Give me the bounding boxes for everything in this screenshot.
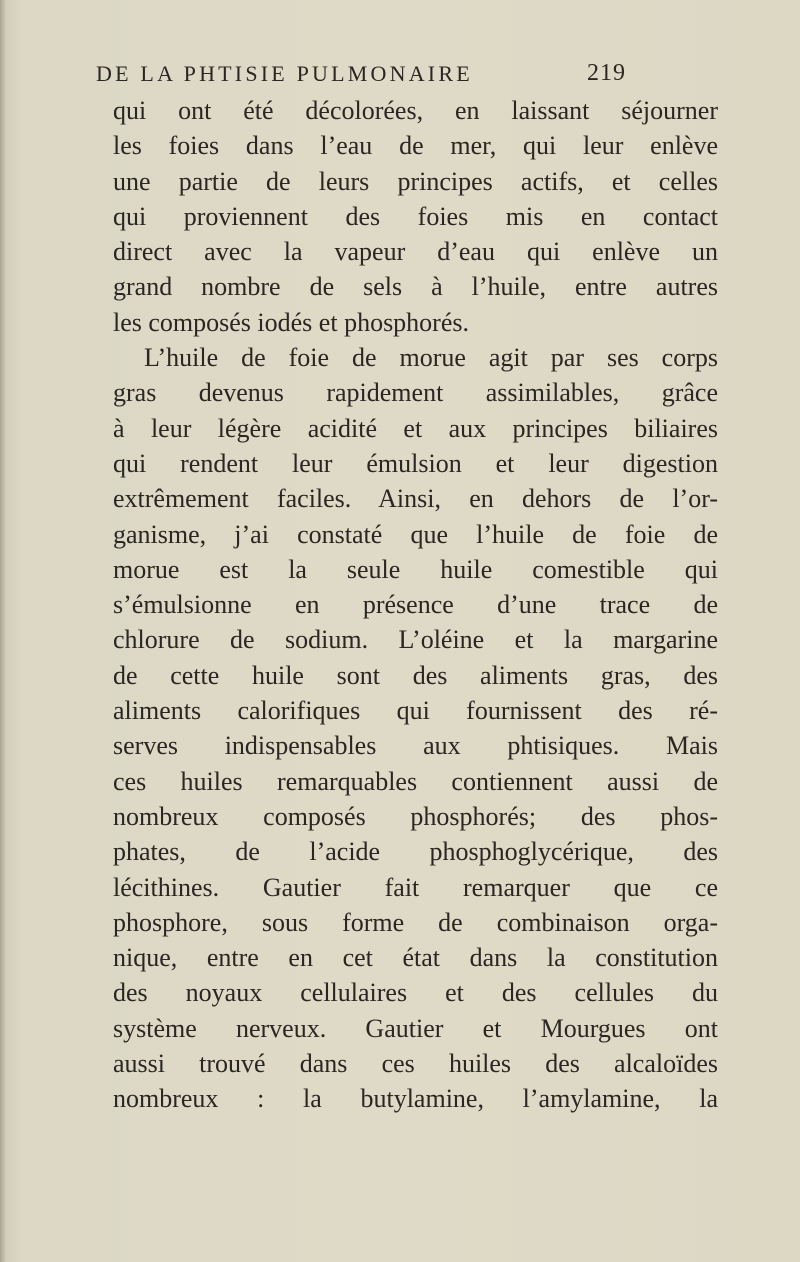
text-line: nombreux : la butylamine, l’amylamine, la [113, 1084, 718, 1114]
text-line: phosphore, sous forme de combinaison orga- [113, 907, 718, 937]
text-line: qui rendent leur émulsion et leur digestion [113, 448, 718, 478]
text-line: aussi trouvé dans ces huiles des alcaloïdes [113, 1049, 718, 1079]
text-line: L’huile de foie de morue agit par ses corps [144, 343, 718, 373]
running-head-title: DE LA PHTISIE PULMONAIRE [96, 61, 473, 86]
text-line: s’émulsionne en présence d’une trace de [113, 590, 718, 620]
text-line: lécithines. Gautier fait remarquer que ce [113, 872, 718, 902]
text-line: qui proviennent des foies mis en contact [113, 201, 718, 231]
text-line: ces huiles remarquables contiennent aussi de [113, 766, 718, 796]
binding-shadow [0, 0, 6, 1262]
text-line: serves indispensables aux phtisiques. Mais [113, 731, 718, 761]
text-line: gras devenus rapidement assimilables, grâce [113, 378, 718, 408]
page-number: 219 [587, 60, 626, 86]
text-line: nique, entre en cet état dans la constitution [113, 943, 718, 973]
text-line: des noyaux cellulaires et des cellules du [113, 978, 718, 1008]
text-line: ganisme, j’ai constaté que l’huile de foie de [113, 519, 718, 549]
text-line: les composés iodés et phosphorés. [113, 307, 470, 337]
text-line: extrêmement faciles. Ainsi, en dehors de l’or- [113, 484, 718, 514]
text-line: direct avec la vapeur d’eau qui enlève un [113, 237, 718, 267]
text-line: qui ont été décolorées, en laissant séjourner [113, 96, 718, 125]
text-line: les foies dans l’eau de mer, qui leur enlève [113, 131, 718, 161]
text-line: morue est la seule huile comestible qui [113, 554, 718, 584]
text-line: une partie de leurs principes actifs, et celles [113, 166, 718, 196]
text-line: aliments calorifiques qui fournissent des ré- [113, 696, 718, 726]
text-line: phates, de l’acide phosphoglycérique, des [113, 837, 718, 867]
text-line: système nerveux. Gautier et Mourgues ont [113, 1013, 718, 1043]
text-line: à leur légère acidité et aux principes biliaires [113, 413, 718, 443]
text-line: chlorure de sodium. L’oléine et la margarine [113, 625, 718, 655]
body-text [113, 93, 718, 1117]
text-line: nombreux composés phosphorés; des phos- [113, 801, 718, 831]
text-line: grand nombre de sels à l’huile, entre autres [113, 272, 718, 302]
text-line: de cette huile sont des aliments gras, des [113, 660, 718, 690]
